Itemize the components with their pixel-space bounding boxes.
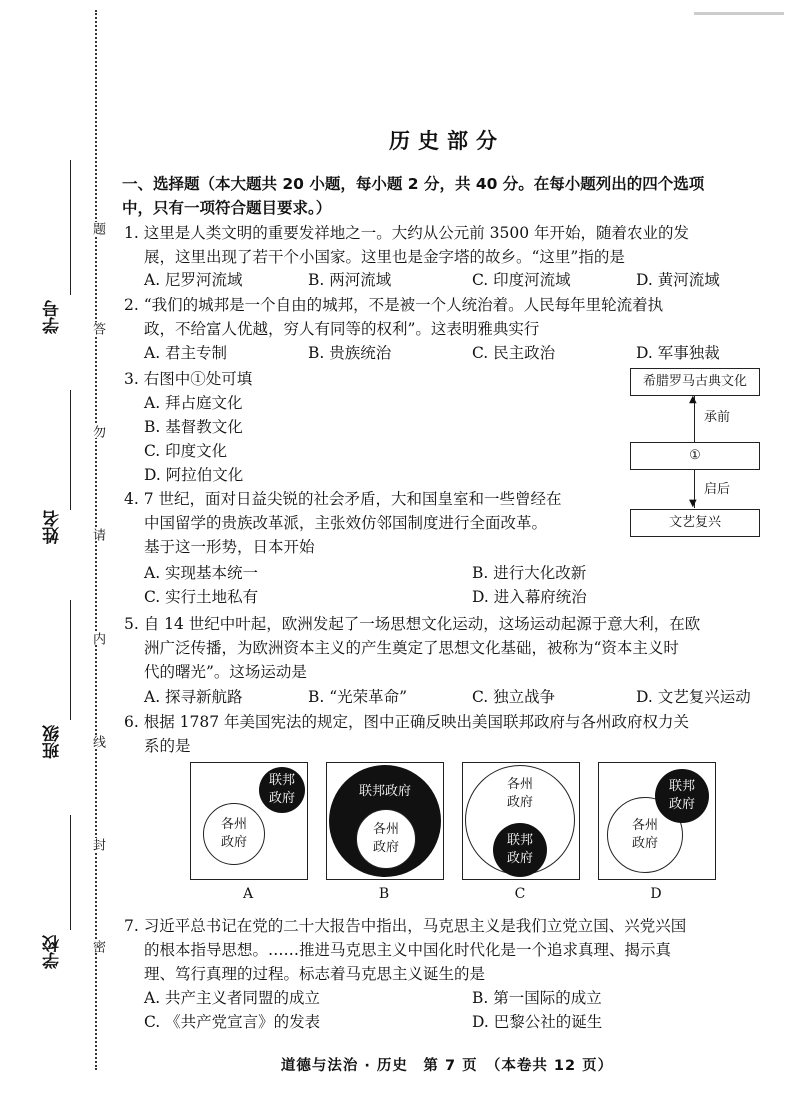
student-id-label: 学号 [43,300,63,334]
scan-mark [694,12,784,15]
option-a[interactable]: A. 共产主义者同盟的成立 [144,989,321,1007]
seal-char: 封 [86,838,106,851]
school-line[interactable] [70,815,71,930]
seal-char: 题 [86,222,106,235]
name-label: 姓名 [43,510,63,544]
state-circle: 各州 政府 [203,803,265,865]
federal-circle: 联邦 政府 [259,767,305,813]
flow-box-top: 希腊罗马古典文化 [630,368,760,396]
page-footer: 道德与法治 · 历史 第 7 页 （本卷共 12 页） [280,1058,614,1074]
option-a[interactable]: A. 拜占庭文化 [144,394,243,412]
question-text: 6. 根据 1787 年美国宪法的规定，图中正确反映出美国联邦政府与各州政府权力关 [124,713,690,731]
diagram-b[interactable] [326,762,444,880]
seal-char: 勿 [86,425,106,438]
state-circle: 各州 政府 [356,809,416,869]
question-text: 代的曙光”。这场运动是 [144,663,307,681]
option-c[interactable]: C. 印度河流域 [472,271,571,289]
option-d[interactable]: D. 阿拉伯文化 [144,466,244,484]
option-b[interactable]: B. 第一国际的成立 [472,989,602,1007]
option-d[interactable]: D. 黄河流域 [636,271,720,289]
student-id-line[interactable] [70,160,71,295]
flow-label: 启后 [704,482,731,497]
flow-label: 承前 [704,410,731,425]
federal-circle: 联邦 政府 [493,823,547,877]
arrow-head-icon: ▼ [689,498,697,509]
question-text: 政，不给富人优越，穷人有同等的权利”。这表明雅典实行 [144,320,540,338]
class-line[interactable] [70,600,71,720]
option-b[interactable]: B. “光荣革命” [308,688,408,706]
question-text: 展，这里出现了若干个小国家。这里也是金字塔的故乡。“这里”指的是 [144,248,625,266]
option-d[interactable]: D. 文艺复兴运动 [636,688,751,706]
diagram-a[interactable] [190,762,308,880]
option-d[interactable]: D. 进入幕府统治 [472,588,587,606]
question-text: 洲广泛传播，为欧洲资本主义的产生奠定了思想文化基础，被称为“资本主义时 [144,639,679,657]
question-text: 的根本指导思想。……推进马克思主义中国化时代化是一个追求真理、揭示真 [144,941,672,959]
arrow-head-icon: ▲ [689,394,697,405]
state-circle: 各州 政府 [607,797,683,873]
seal-char: 密 [86,940,106,953]
diagram-letter: A [242,886,254,902]
class-label: 班级 [43,725,63,759]
federal-state-diagrams [190,762,766,912]
question-text: 系的是 [144,737,191,755]
option-d[interactable]: D. 军事独裁 [636,344,720,362]
federal-circle: 联邦 政府 [655,769,709,823]
state-circle: 各州 政府 [465,765,575,875]
flow-box-middle: ① [630,442,760,470]
option-c[interactable]: C. 《共产党宣言》的发表 [144,1013,321,1031]
seal-char: 内 [86,632,106,645]
section-heading-line: 一、选择题（本大题共 20 小题，每小题 2 分，共 40 分。在每小题列出的四个选项 [122,175,705,193]
school-label: 学校 [43,935,63,969]
question-text: 2. “我们的城邦是一个自由的城邦，不是被一个人统治着。人民每年里轮流着执 [124,296,664,314]
diagram-letter: B [378,886,390,902]
option-c[interactable]: C. 实行土地私有 [144,588,259,606]
question-text: 理、笃行真理的过程。标志着马克思主义诞生的是 [144,965,486,983]
option-b[interactable]: B. 基督教文化 [144,418,243,436]
question-text: 1. 这里是人类文明的重要发祥地之一。大约从公元前 3500 年开始，随着农业的发 [124,224,690,242]
federal-circle: 联邦政府 [329,765,441,877]
question-text: 中国留学的贵族改革派，主张效仿邻国制度进行全面改革。 [144,514,548,532]
flow-box-bottom: 文艺复兴 [630,509,760,537]
option-d[interactable]: D. 巴黎公社的诞生 [472,1013,603,1031]
binding-margin [0,0,110,1102]
option-c[interactable]: C. 印度文化 [144,442,228,460]
diagram-d[interactable] [598,762,716,880]
seal-char: 线 [86,735,106,748]
option-c[interactable]: C. 独立战争 [472,688,556,706]
question-text: 7. 习近平总书记在党的二十大报告中指出，马克思主义是我们立党立国、兴党兴国 [124,917,687,935]
question-text: 5. 自 14 世纪中叶起，欧洲发起了一场思想文化运动，这场运动起源于意大利，在欧 [124,615,701,633]
diagram-letter: C [514,886,526,902]
question-text: 基于这一形势，日本开始 [144,538,315,556]
question-text: 3. 右图中①处可填 [124,370,253,388]
seal-char: 请 [86,528,106,541]
option-c[interactable]: C. 民主政治 [472,344,556,362]
option-b[interactable]: B. 两河流域 [308,271,392,289]
option-b[interactable]: B. 贵族统治 [308,344,392,362]
diagram-c[interactable] [462,762,580,880]
option-a[interactable]: A. 尼罗河流域 [144,271,243,289]
question-text: 4. 7 世纪，面对日益尖锐的社会矛盾，大和国皇室和一些曾经在 [124,490,562,508]
culture-flow-diagram [630,368,762,538]
option-a[interactable]: A. 君主专制 [144,344,228,362]
seal-char: 答 [86,322,106,335]
option-a[interactable]: A. 探寻新航路 [144,688,243,706]
page-title: 历史部分 [389,129,505,153]
option-a[interactable]: A. 实现基本统一 [144,564,259,582]
section-heading-line: 中，只有一项符合题目要求。） [122,199,332,217]
option-b[interactable]: B. 进行大化改新 [472,564,587,582]
name-line[interactable] [70,390,71,510]
diagram-letter: D [650,886,662,902]
